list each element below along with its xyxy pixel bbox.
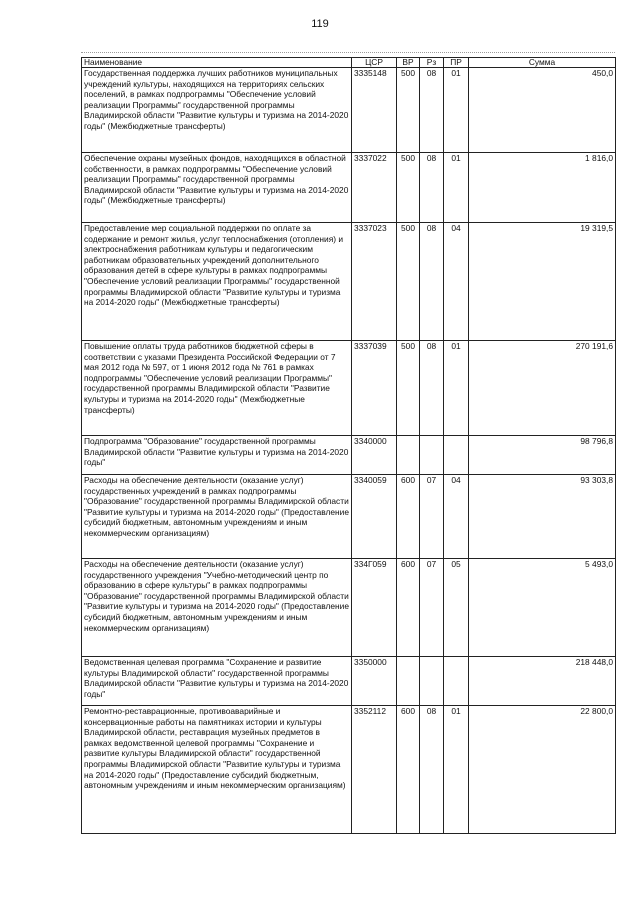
row-name: Предоставление мер социальной поддержки по оплате за содержание и ремонт жилья, услуг теплоснабжения (отопления) и электроснабжения работникам культуры и педагогическим работникам образовательных учреждений дополнительного образования детей в сфере культуры в рамках подпрограммы "Обеспечение условий реализации Программы" государственной программы Владимирской области "Развитие культуры и туризма на 2014-2020 годы" (Межбюджетные трансферты)	[82, 223, 352, 341]
row-rz: 08	[420, 68, 444, 153]
row-rz	[420, 436, 444, 475]
row-vr	[397, 436, 420, 475]
page-number: 119	[311, 18, 329, 30]
row-csr: 3352112	[352, 706, 397, 834]
row-vr: 500	[397, 223, 420, 341]
row-vr: 600	[397, 475, 420, 559]
header-vr: ВР	[397, 58, 420, 68]
table-row	[82, 223, 616, 341]
row-pr: 05	[444, 559, 469, 657]
row-name: Расходы на обеспечение деятельности (оказание услуг) государственных учреждений в рамках подпрограммы "Образование" государственной программы Владимирской области "Развитие культуры и туризма на 2014-2020 годы" (Предоставление субсидий бюджетным, автономным учреждениям и иным некоммерческим организациям)	[82, 475, 352, 559]
row-sum: 1 816,0	[469, 153, 616, 223]
row-csr: 3340000	[352, 436, 397, 475]
row-name: Ремонтно-реставрационные, противоаварийные и консервационные работы на памятниках истории и культуры Владимирской области, реставрация музейных предметов в рамках ведомственной целевой программы "Сохранение и развитие культуры Владимирской области" государственной программы Владимирской области "Развитие культуры и туризма на 2014-2020 годы" (Предоставление субсидий бюджетным, автономным учреждениям и иным некоммерческим организациям)	[82, 706, 352, 834]
row-pr: 01	[444, 153, 469, 223]
row-vr: 500	[397, 153, 420, 223]
row-pr: 01	[444, 706, 469, 834]
table-row	[82, 706, 616, 834]
row-csr: 3350000	[352, 657, 397, 706]
row-name: Ведомственная целевая программа "Сохранение и развитие культуры Владимирской области" государственной программы Владимирской области "Развитие культуры и туризма на 2014-2020 годы"	[82, 657, 352, 706]
row-pr: 01	[444, 341, 469, 436]
row-name: Расходы на обеспечение деятельности (оказание услуг) государственного учреждения "Учебно-методический центр по образованию в сфере культуры" в рамках подпрограммы "Образование" государственной программы Владимирской области "Развитие культуры и туризма на 2014-2020 годы" (Предоставление субсидий бюджетным, автономным учреждениям и иным некоммерческим организациям)	[82, 559, 352, 657]
row-vr: 600	[397, 706, 420, 834]
row-sum: 450,0	[469, 68, 616, 153]
row-sum: 5 493,0	[469, 559, 616, 657]
row-csr: 3337039	[352, 341, 397, 436]
row-csr: 334Г059	[352, 559, 397, 657]
header-pr: ПР	[444, 58, 469, 68]
row-vr: 600	[397, 559, 420, 657]
table-row	[82, 341, 616, 436]
row-csr: 3340059	[352, 475, 397, 559]
header-row	[82, 58, 616, 68]
header-csr: ЦСР	[352, 58, 397, 68]
row-sum: 218 448,0	[469, 657, 616, 706]
row-sum: 270 191,6	[469, 341, 616, 436]
budget-sheet	[81, 57, 615, 834]
row-sum: 98 796,8	[469, 436, 616, 475]
header-rule	[81, 52, 615, 53]
table-row	[82, 475, 616, 559]
row-csr: 3337023	[352, 223, 397, 341]
row-rz: 08	[420, 341, 444, 436]
row-sum: 93 303,8	[469, 475, 616, 559]
row-name: Государственная поддержка лучших работников муниципальных учреждений культуры, находящихся на территориях сельских поселений, в рамках подпрограммы "Обеспечение условий реализации Программы" государственной программы Владимирской области "Развитие культуры и туризма на 2014-2020 годы" (Межбюджетные трансферты)	[82, 68, 352, 153]
row-rz: 07	[420, 559, 444, 657]
row-vr: 500	[397, 341, 420, 436]
row-pr: 01	[444, 68, 469, 153]
table-row	[82, 657, 616, 706]
header-name: Наименование	[82, 58, 352, 68]
row-sum: 22 800,0	[469, 706, 616, 834]
header-sum: Сумма	[469, 58, 616, 68]
budget-table	[81, 57, 616, 834]
row-pr	[444, 657, 469, 706]
row-rz: 08	[420, 153, 444, 223]
row-rz: 08	[420, 706, 444, 834]
row-pr: 04	[444, 475, 469, 559]
row-rz: 07	[420, 475, 444, 559]
row-csr: 3337022	[352, 153, 397, 223]
row-rz: 08	[420, 223, 444, 341]
row-vr	[397, 657, 420, 706]
row-name: Повышение оплаты труда работников бюджетной сферы в соответствии с указами Президента Российской Федерации от 7 мая 2012 года № 597, от 1 июня 2012 года № 761 в рамках подпрограммы "Обеспечение условий реализации Программы" государственной программы Владимирской области "Развитие культуры и туризма на 2014-2020 годы" (Межбюджетные трансферты)	[82, 341, 352, 436]
table-row	[82, 559, 616, 657]
header-rz: Рз	[420, 58, 444, 68]
row-pr	[444, 436, 469, 475]
table-row	[82, 436, 616, 475]
row-vr: 500	[397, 68, 420, 153]
row-name: Обеспечение охраны музейных фондов, находящихся в областной собственности, в рамках подпрограммы "Обеспечение условий реализации Программы" государственной программы Владимирской области "Развитие культуры и туризма на 2014-2020 годы" (Межбюджетные трансферты)	[82, 153, 352, 223]
row-pr: 04	[444, 223, 469, 341]
row-sum: 19 319,5	[469, 223, 616, 341]
row-csr: 3335148	[352, 68, 397, 153]
row-rz	[420, 657, 444, 706]
table-row	[82, 153, 616, 223]
row-name: Подпрограмма "Образование" государственной программы Владимирской области "Развитие культуры и туризма на 2014-2020 годы"	[82, 436, 352, 475]
table-row	[82, 68, 616, 153]
